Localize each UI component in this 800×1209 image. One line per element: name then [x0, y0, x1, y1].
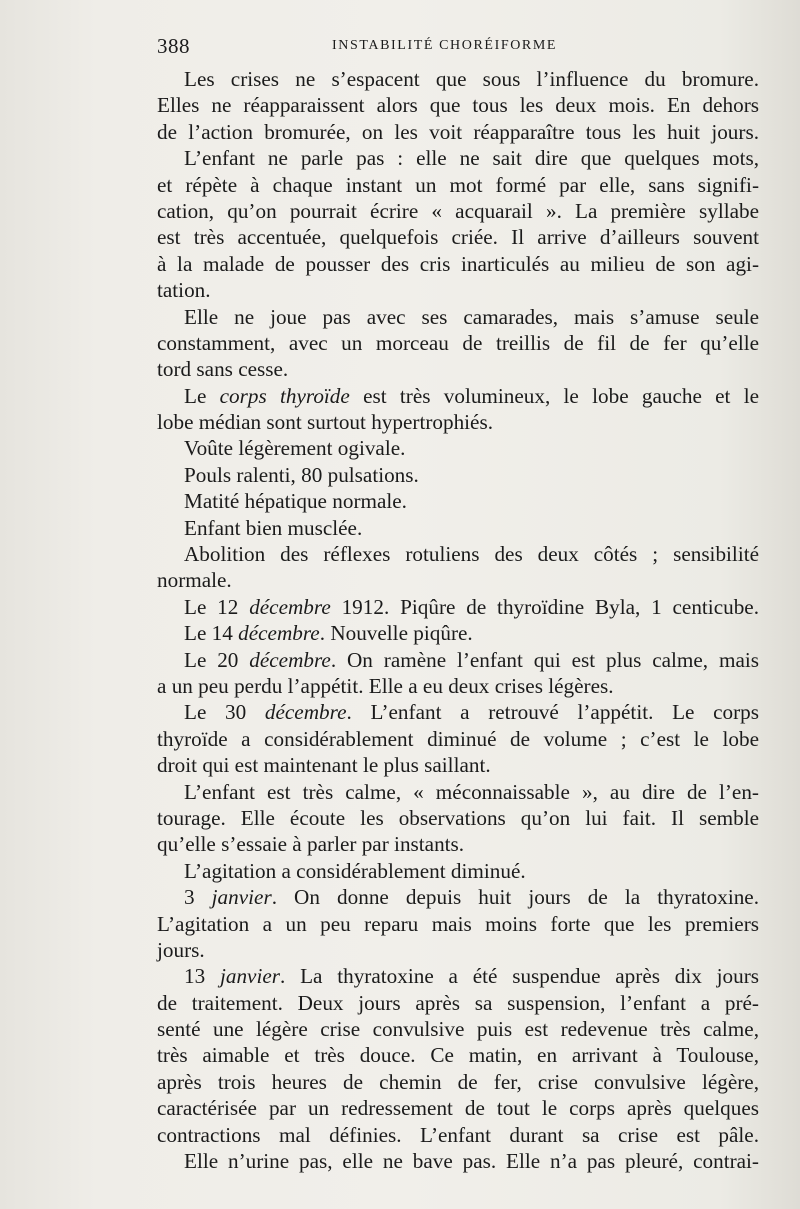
text-line: L’agitation a un peu reparu mais moins forte que les premiers [157, 911, 759, 936]
italic-segment: janvier [219, 964, 280, 989]
text-line: thyroïde a considérablement diminué de volume ; c’est le lobe [157, 726, 759, 751]
text-line: Matité hépatique normale. [184, 489, 407, 514]
text-segment: est très volumineux, le lobe gauche et le [349, 383, 759, 408]
text-segment: . On donne depuis huit jours de la thyratoxine. [271, 885, 759, 910]
text-line: L’enfant est très calme, « méconnaissable », au dire de l’en- [184, 779, 759, 804]
text-line: à la malade de pousser des cris inarticulés au milieu de son agi- [157, 251, 759, 276]
text-line: Enfant bien musclée. [184, 515, 363, 540]
text-segment: Le 12 [184, 594, 250, 619]
text-line: constamment, avec un morceau de treillis de fil de fer qu’elle [157, 330, 759, 355]
text-line: tation. [157, 278, 211, 303]
text-line: Pouls ralenti, 80 pulsations. [184, 462, 419, 487]
text-line: qu’elle s’essaie à parler par instants. [157, 832, 465, 857]
text-line [157, 594, 759, 620]
text-line: tourage. Elle écoute les observations qu’on lui fait. Il semble [157, 805, 759, 830]
text-line: senté une légère crise convulsive puis est redevenue très calme, [157, 1017, 759, 1042]
text-segment: 1912. Piqûre de thyroïdine Byla, 1 centicube. [330, 594, 759, 619]
running-title: INSTABILITÉ CHORÉIFORME [332, 38, 558, 53]
text-segment: . Nouvelle piqûre. [319, 621, 473, 646]
text-line: normale. [157, 568, 232, 593]
body-text [157, 66, 759, 1174]
text-line: après trois heures de chemin de fer, crise convulsive légère, [157, 1069, 759, 1094]
text-line: droit qui est maintenant le plus saillant. [157, 753, 491, 778]
text-line: contractions mal définies. L’enfant durant sa crise est pâle. [157, 1122, 759, 1147]
text-line [157, 963, 759, 989]
text-line: Elles ne réapparaissent alors que tous les deux mois. En dehors [157, 93, 759, 118]
text-line: Les crises ne s’espacent que sous l’influence du bromure. [184, 67, 759, 91]
page-number: 388 [157, 34, 190, 58]
italic-segment: décembre [238, 621, 320, 646]
text-line: a un peu perdu l’appétit. Elle a eu deux crises légères. [157, 673, 614, 698]
text-line [157, 383, 759, 409]
text-segment: Le [184, 383, 220, 408]
italic-segment: décembre [264, 700, 347, 725]
text-segment: Le 14 [184, 621, 239, 646]
text-line: est très accentuée, quelquefois criée. Il arrive d’ailleurs souvent [157, 225, 759, 250]
italic-segment: corps thyroïde [219, 383, 350, 408]
text-line [157, 884, 759, 910]
text-line [157, 620, 759, 646]
italic-segment: décembre [249, 594, 331, 619]
italic-segment: janvier [211, 885, 272, 910]
text-line [157, 699, 759, 725]
text-line: caractérisée par un redressement de tout le corps après quelques [157, 1096, 759, 1121]
text-segment: 13 [184, 964, 220, 989]
text-line: cation, qu’on pourrait écrire « acquarail ». La première syllabe [157, 198, 759, 223]
text-line: et répète à chaque instant un mot formé par elle, sans signifi- [157, 172, 759, 197]
text-segment: Le 20 [184, 647, 250, 672]
text-segment: 3 [184, 885, 212, 910]
text-line: de traitement. Deux jours après sa suspension, l’enfant a pré- [157, 990, 759, 1015]
text-line: de l’action bromurée, on les voit réapparaître tous les huit jours. [157, 119, 759, 144]
text-line: Elle n’urine pas, elle ne bave pas. Elle n’a pas pleuré, contrai- [184, 1149, 759, 1174]
text-segment: . La thyratoxine a été suspendue après dix jours [280, 964, 760, 989]
text-line: jours. [157, 937, 205, 962]
italic-segment: décembre [249, 647, 331, 672]
page-header [157, 34, 757, 58]
text-segment: . L’enfant a retrouvé l’appétit. Le corps [346, 700, 759, 725]
text-line: Voûte légèrement ogivale. [184, 436, 406, 461]
text-line: très aimable et très douce. Ce matin, en arrivant à Toulouse, [157, 1043, 759, 1068]
text-line: Abolition des réflexes rotuliens des deux côtés ; sensibilité [184, 542, 759, 567]
text-segment: . On ramène l’enfant qui est plus calme, mais [330, 647, 759, 672]
text-segment: Le 30 [184, 700, 265, 725]
text-line: lobe médian sont surtout hypertrophiés. [157, 410, 493, 435]
text-line [157, 647, 759, 673]
text-line: L’enfant ne parle pas : elle ne sait dire que quelques mots, [184, 146, 759, 171]
text-line: L’agitation a considérablement diminué. [184, 858, 526, 883]
text-line: tord sans cesse. [157, 357, 289, 382]
text-line: Elle ne joue pas avec ses camarades, mais s’amuse seule [184, 304, 759, 329]
